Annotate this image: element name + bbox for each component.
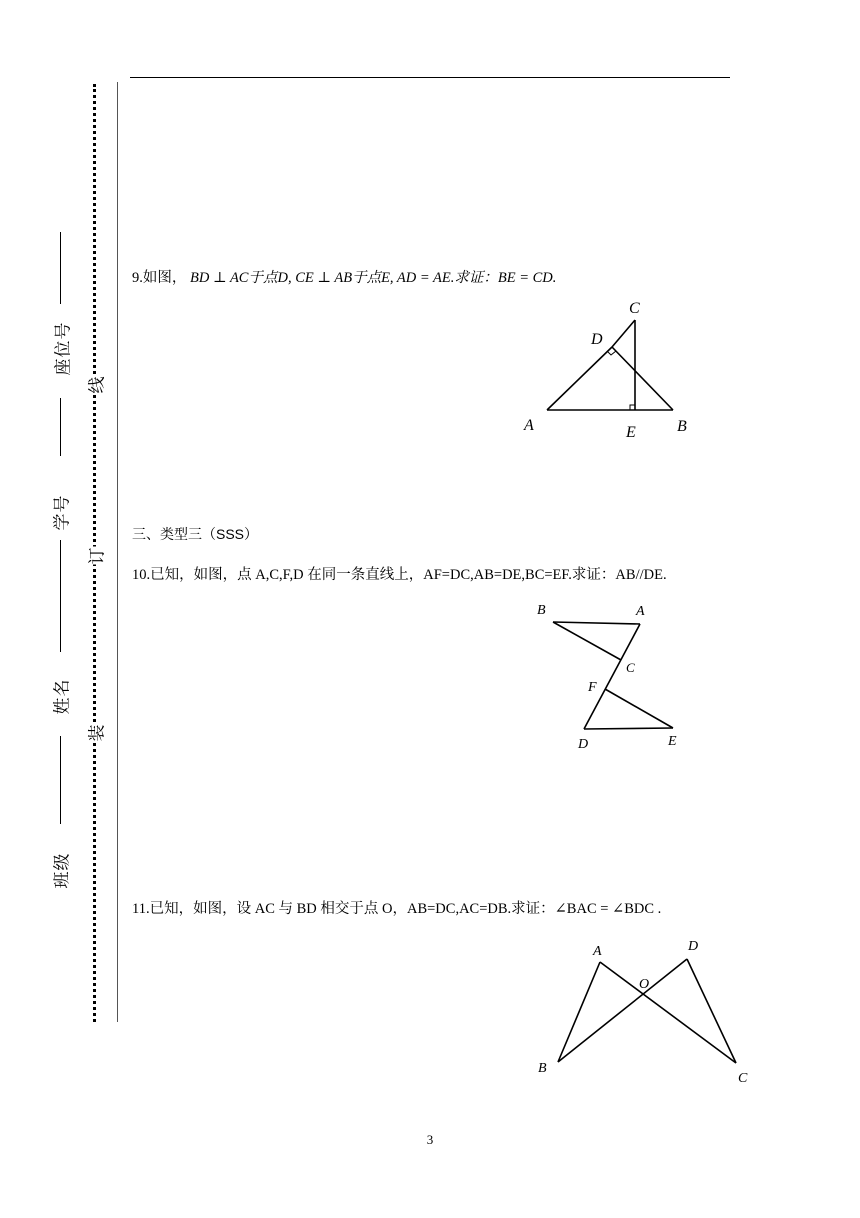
question-10-text: 已知，如图，点 A,C,F,D 在同一条直线上，AF=DC,AB=DE,BC=EF.求证：AB//DE. [150,567,667,583]
header-rule [130,77,730,78]
question-9-prefix: 如图， [142,270,187,286]
question-9-number: 9. [132,270,143,286]
page-number: 3 [426,1132,434,1147]
q11-label-C: C [738,1071,748,1086]
question-11 [132,897,661,918]
q9-label-E: E [626,424,636,441]
q10-label-D: D [578,737,589,752]
q9-label-A: A [524,417,534,434]
question-11-text: 已知，如图，设 AC 与 BD 相交于点 O，AB=DC,AC=DB.求证：∠BAC = ∠BDC . [149,901,662,917]
name-blank [60,736,61,824]
question-11-number: 11. [132,901,150,917]
figure-q10 [530,596,690,756]
q10-label-E: E [668,734,677,749]
binding-zhuang-mark: 装 [81,724,110,742]
margin-solid-line [117,82,118,1022]
figure-q11 [530,932,760,1092]
figure-q9 [515,292,700,447]
q10-label-A: A [636,604,645,619]
q10-label-B: B [537,603,546,618]
question-10-number: 10. [132,567,151,583]
q11-label-O: O [639,977,650,992]
question-9 [132,266,556,287]
seat-number-label: 座位号 [53,321,73,376]
q9-label-C: C [629,300,640,317]
student-id-blank [60,540,61,652]
question-10 [132,563,667,584]
student-id-label: 学号 [52,494,72,531]
section-3-heading: 三、类型三（SSS） [132,526,259,542]
question-9-statement: BD ⊥ AC于点D, CE ⊥ AB于点E, AD = AE.求证：BE = CD. [190,270,557,286]
q10-label-C: C [626,660,635,675]
student-id-blank-top [60,398,61,456]
binding-line-mark: 线 [81,376,110,394]
class-label: 班级 [52,852,72,889]
seat-number-blank [60,232,61,304]
q11-label-B: B [538,1061,547,1076]
q9-label-B: B [677,418,687,435]
q11-label-D: D [688,939,699,954]
name-label: 姓名 [52,678,72,715]
q10-label-F: F [588,680,597,695]
binding-ding-mark: 订 [81,547,110,565]
q11-label-A: A [593,944,602,959]
q9-label-D: D [591,331,603,348]
